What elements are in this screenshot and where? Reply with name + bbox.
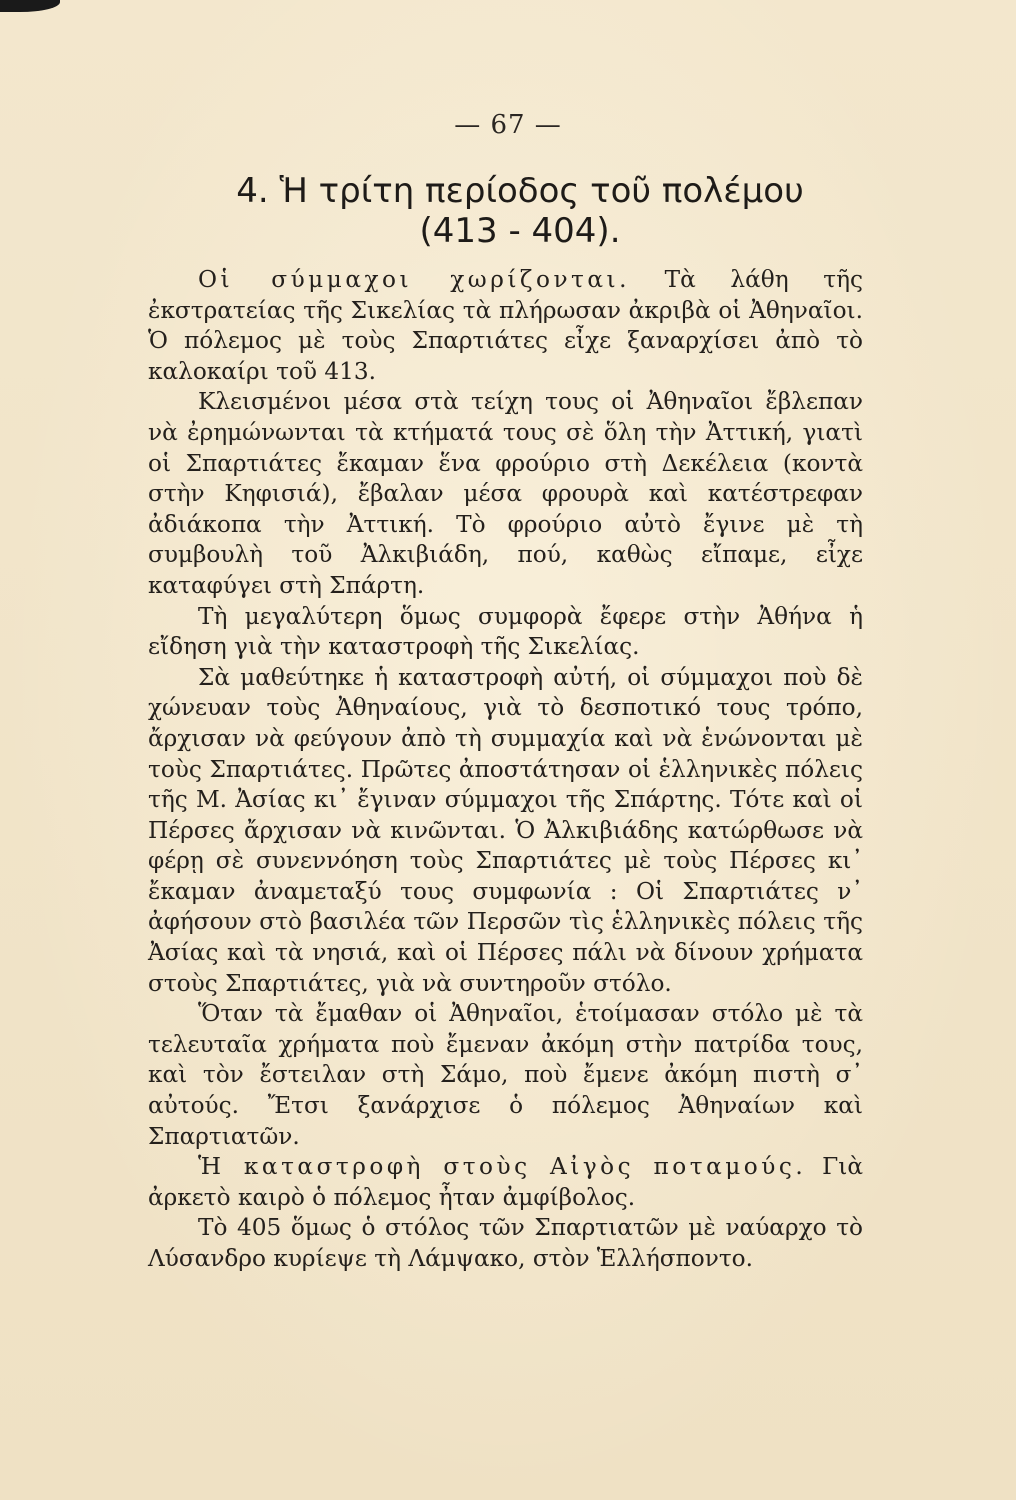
section-heading-dates: (413 - 404). (419, 211, 621, 251)
paragraph-subheading: Ἡ καταστροφὴ στοὺς Αἰγὸς ποταμούς. (198, 1153, 807, 1181)
section-heading: 4. Ἡ τρίτη περίοδος τοῦ πολέμου (236, 171, 804, 211)
scan-corner-mark (0, 0, 60, 12)
paragraph-text: Τὴ μεγαλύτερη ὅμως συμφορὰ ἔφερε στὴν Ἀθήνα ἡ εἴδηση γιὰ τὴν καταστροφὴ τῆς Σικελίας. (148, 602, 863, 661)
paragraph-text: Γιὰ ἀρκετὸ καιρὸ ὁ πόλεμος ἦταν ἀμφίβολος. (148, 1153, 863, 1211)
paragraph-subheading: Οἱ σύμμαχοι χωρίζονται. (198, 266, 630, 293)
paragraph-text: Κλεισμένοι μέσα στὰ τείχη τους οἱ Ἀθηναῖοι ἔβλεπαν νὰ ἐρημώνωνται τὰ κτήματά τους σὲ ὅλη τὴν Ἀττική, γιατὶ οἱ Σπαρτιάτες ἔκαμαν ἕνα φρούριο στὴ Δεκέλεια (κοντὰ στὴν Κηφισιά), ἔβαλαν μέσα φρουρὰ καὶ κατέστρεφαν ἀδιάκοπα τὴν Ἀττική. Τὸ φρούριο αὐτὸ ἔγινε μὲ τὴ συμβουλὴ τοῦ Ἀλκιβιάδη, πού, καθὼς εἴπαμε, εἶχε καταφύγει στὴ Σπάρτη. (148, 388, 863, 599)
paragraph-text: Ὅταν τὰ ἔμαθαν οἱ Ἀθηναῖοι, ἑτοίμασαν στόλο μὲ τὰ τελευταῖα χρήματα ποὺ ἔμεναν ἀκόμη στὴν πατρίδα τους, καὶ τὸν ἔστειλαν στὴ Σάμο, ποὺ ἔμενε ἀκόμη πιστὴ σ᾿ αὐτούς. Ἔτσι ξανάρχισε ὁ πόλεμος Ἀθηναίων καὶ Σπαρτιατῶν. (148, 1000, 863, 1150)
paragraph-text: Τὸ 405 ὅμως ὁ στόλος τῶν Σπαρτιατῶν μὲ ναύαρχο τὸ Λύσανδρο κυρίεψε τὴ Λάμψακο, στὸν Ἑλλήσποντο. (148, 1214, 863, 1272)
paragraph (148, 663, 863, 1000)
paragraph (148, 265, 863, 387)
paragraph (148, 1213, 863, 1274)
paragraph (148, 999, 863, 1152)
paragraph (148, 387, 863, 601)
page-number: — 67 — (454, 110, 562, 140)
paragraph-text: Τὰ λάθη τῆς ἐκστρατείας τῆς Σικελίας τὰ πλήρωσαν ἀκριβὰ οἱ Ἀθηναῖοι. Ὁ πόλεμος μὲ τοὺς Σπαρτιάτες εἶχε ξαναρχίσει ἀπὸ τὸ καλοκαίρι τοῦ 413. (148, 266, 864, 385)
paragraph (148, 602, 863, 663)
body-text (148, 265, 863, 1275)
paragraph-text: Σὰ μαθεύτηκε ἡ καταστροφὴ αὐτή, οἱ σύμμαχοι ποὺ δὲ χώνευαν τοὺς Ἀθηναίους, γιὰ τὸ δεσποτικό τους τρόπο, ἄρχισαν νὰ φεύγουν ἀπὸ τὴ συμμαχία καὶ νὰ ἑνώνονται μὲ τοὺς Σπαρτιάτες. Πρῶτες ἀποστάτησαν οἱ ἑλληνικὲς πόλεις τῆς Μ. Ἀσίας κι᾿ ἔγιναν σύμμαχοι τῆς Σπάρτης. Τότε καὶ οἱ Πέρσες ἄρχισαν νὰ κινῶνται. Ὁ Ἀλκιβιάδης κατώρθωσε νὰ φέρῃ σὲ συνεννόηση τοὺς Σπαρτιάτες μὲ τοὺς Πέρσες κι᾿ ἔκαμαν ἀναμεταξύ τους συμφωνία : Οἱ Σπαρτιάτες ν᾿ ἀφήσουν στὸ βασιλέα τῶν Περσῶν τὶς ἑλληνικὲς πόλεις τῆς Ἀσίας καὶ τὰ νησιά, καὶ οἱ Πέρσες πάλι νὰ δίνουν χρήματα στοὺς Σπαρτιάτες, γιὰ νὰ συντηροῦν στόλο. (148, 663, 863, 997)
paragraph (148, 1152, 863, 1213)
